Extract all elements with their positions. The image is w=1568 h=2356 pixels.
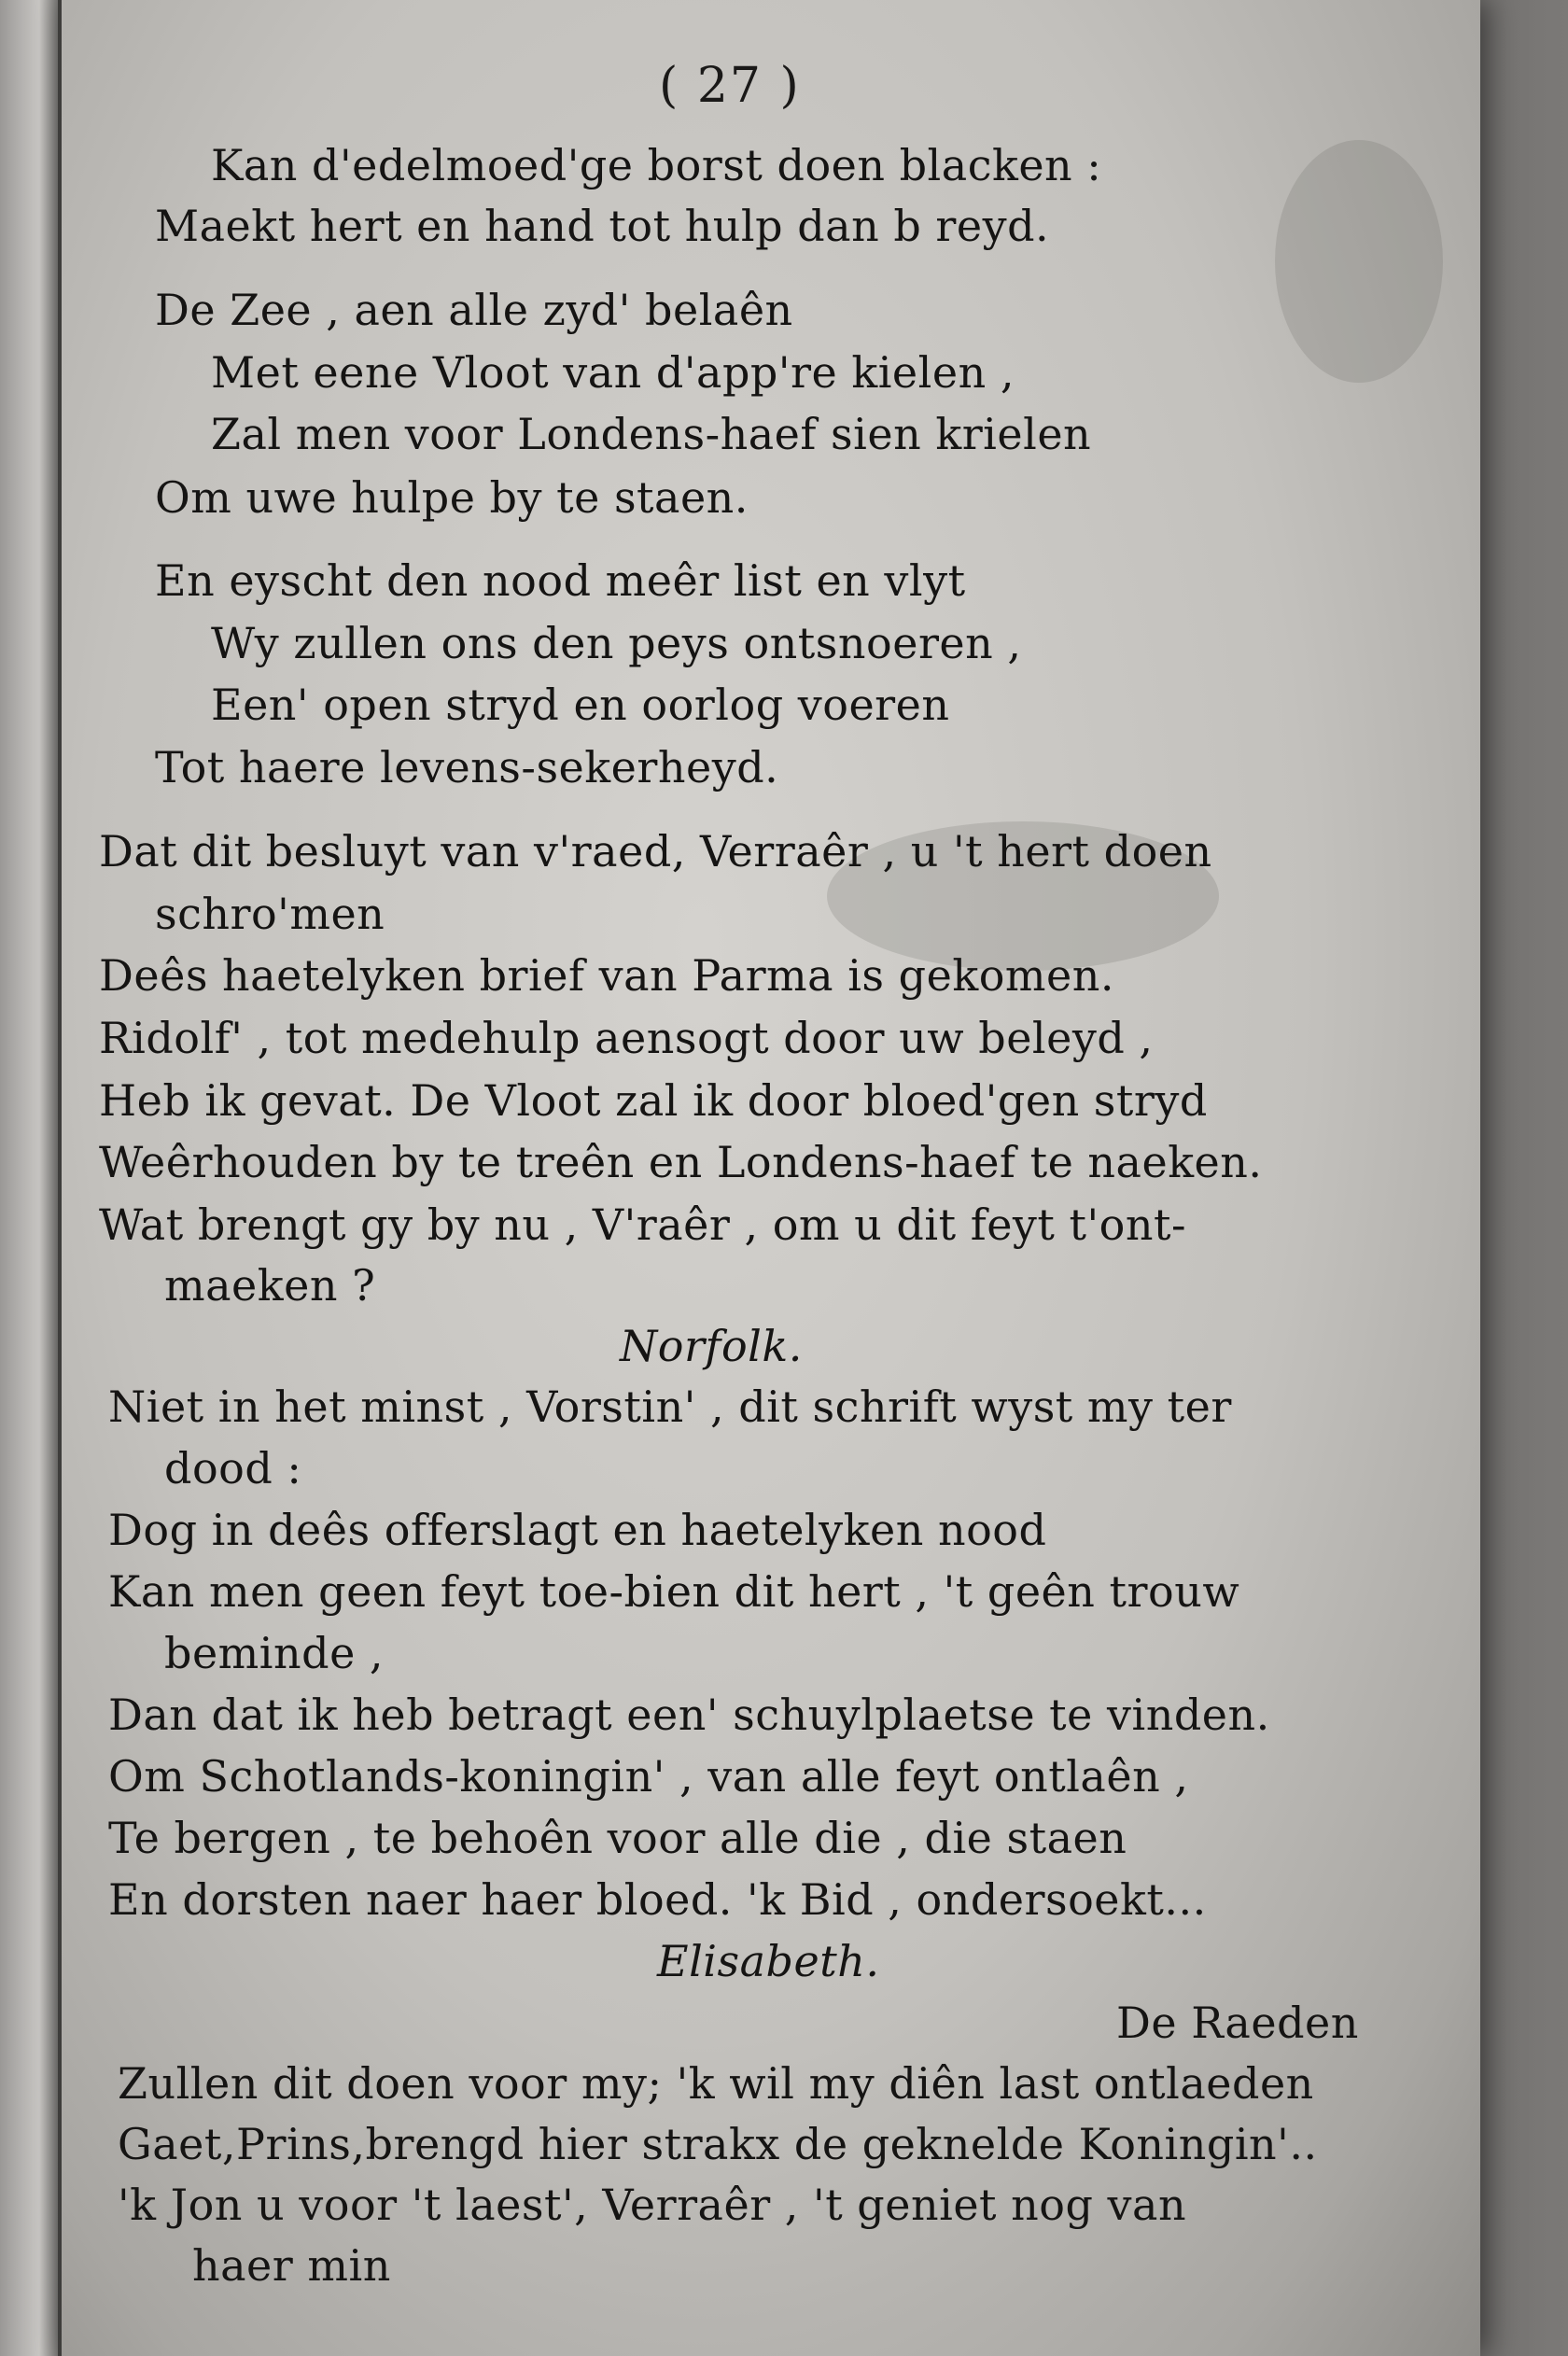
- text-line: Een' open stryd en oorlog voeren: [211, 680, 950, 730]
- text-line: maeken ?: [164, 1260, 376, 1311]
- text-line: Met eene Vloot van d'app're kielen ,: [211, 347, 1015, 398]
- text-line: Ridolf' , tot medehulp aensogt door uw beleyd ,: [99, 1013, 1154, 1063]
- book-page: [58, 0, 1480, 2356]
- text-line: 'k Jon u voor 't laest', Verraêr , 't geniet nog van: [118, 2180, 1187, 2230]
- text-line: Gaet,Prins,brengd hier strakx de geknelde Koningin'..: [118, 2119, 1318, 2169]
- text-line: Zal men voor Londens-haef sien krielen: [211, 409, 1092, 459]
- text-line: Maekt hert en hand tot hulp dan b reyd.: [155, 201, 1050, 251]
- speaker-name: Norfolk.: [620, 1321, 803, 1371]
- text-line: Zullen dit doen voor my; 'k wil my diên last ontlaeden: [118, 2058, 1314, 2109]
- text-line: Dat dit besluyt van v'raed, Verraêr , u 't hert doen: [99, 826, 1212, 876]
- paper-stain: [1275, 140, 1443, 383]
- text-line: Om Schotlands-koningin' , van alle feyt ontlaên ,: [108, 1751, 1189, 1802]
- text-line: Wy zullen ons den peys ontsnoeren ,: [211, 618, 1022, 668]
- text-line: Te bergen , te behoên voor alle die , die staen: [108, 1813, 1127, 1863]
- text-line: beminde ,: [164, 1628, 385, 1678]
- text-line: Tot haere levens-sekerheyd.: [155, 742, 779, 792]
- text-line: De Raeden: [1116, 1998, 1359, 2048]
- text-line: En eyscht den nood meêr list en vlyt: [155, 555, 966, 606]
- text-line: En dorsten naer haer bloed. 'k Bid , ondersoekt...: [108, 1874, 1207, 1925]
- previous-page-edge: [0, 0, 65, 2356]
- text-line: dood :: [164, 1443, 302, 1494]
- text-line: Weêrhouden by te treên en Londens-haef te naeken.: [99, 1137, 1263, 1187]
- text-line: haer min: [192, 2240, 391, 2291]
- text-line: Wat brengt gy by nu , V'raêr , om u dit feyt t'ont-: [99, 1199, 1187, 1250]
- text-line: Heb ik gevat. De Vloot zal ik door bloed'gen stryd: [99, 1075, 1208, 1126]
- text-line: Niet in het minst , Vorstin' , dit schrift wyst my ter: [108, 1381, 1232, 1432]
- page-number: ( 27 ): [659, 58, 801, 114]
- text-line: Om uwe hulpe by te staen.: [155, 472, 749, 523]
- text-line: Dog in deês offerslagt en haetelyken nood: [108, 1505, 1047, 1555]
- text-line: schro'men: [155, 889, 385, 939]
- text-line: Kan d'edelmoed'ge borst doen blacken :: [211, 140, 1102, 190]
- text-line: De Zee , aen alle zyd' belaên: [155, 285, 793, 335]
- speaker-name: Elisabeth.: [657, 1936, 880, 1986]
- text-line: Dan dat ik heb betragt een' schuylplaetse te vinden.: [108, 1690, 1270, 1740]
- text-line: Kan men geen feyt toe-bien dit hert , 't geên trouw: [108, 1566, 1240, 1617]
- text-line: Deês haetelyken brief van Parma is gekomen.: [99, 950, 1114, 1001]
